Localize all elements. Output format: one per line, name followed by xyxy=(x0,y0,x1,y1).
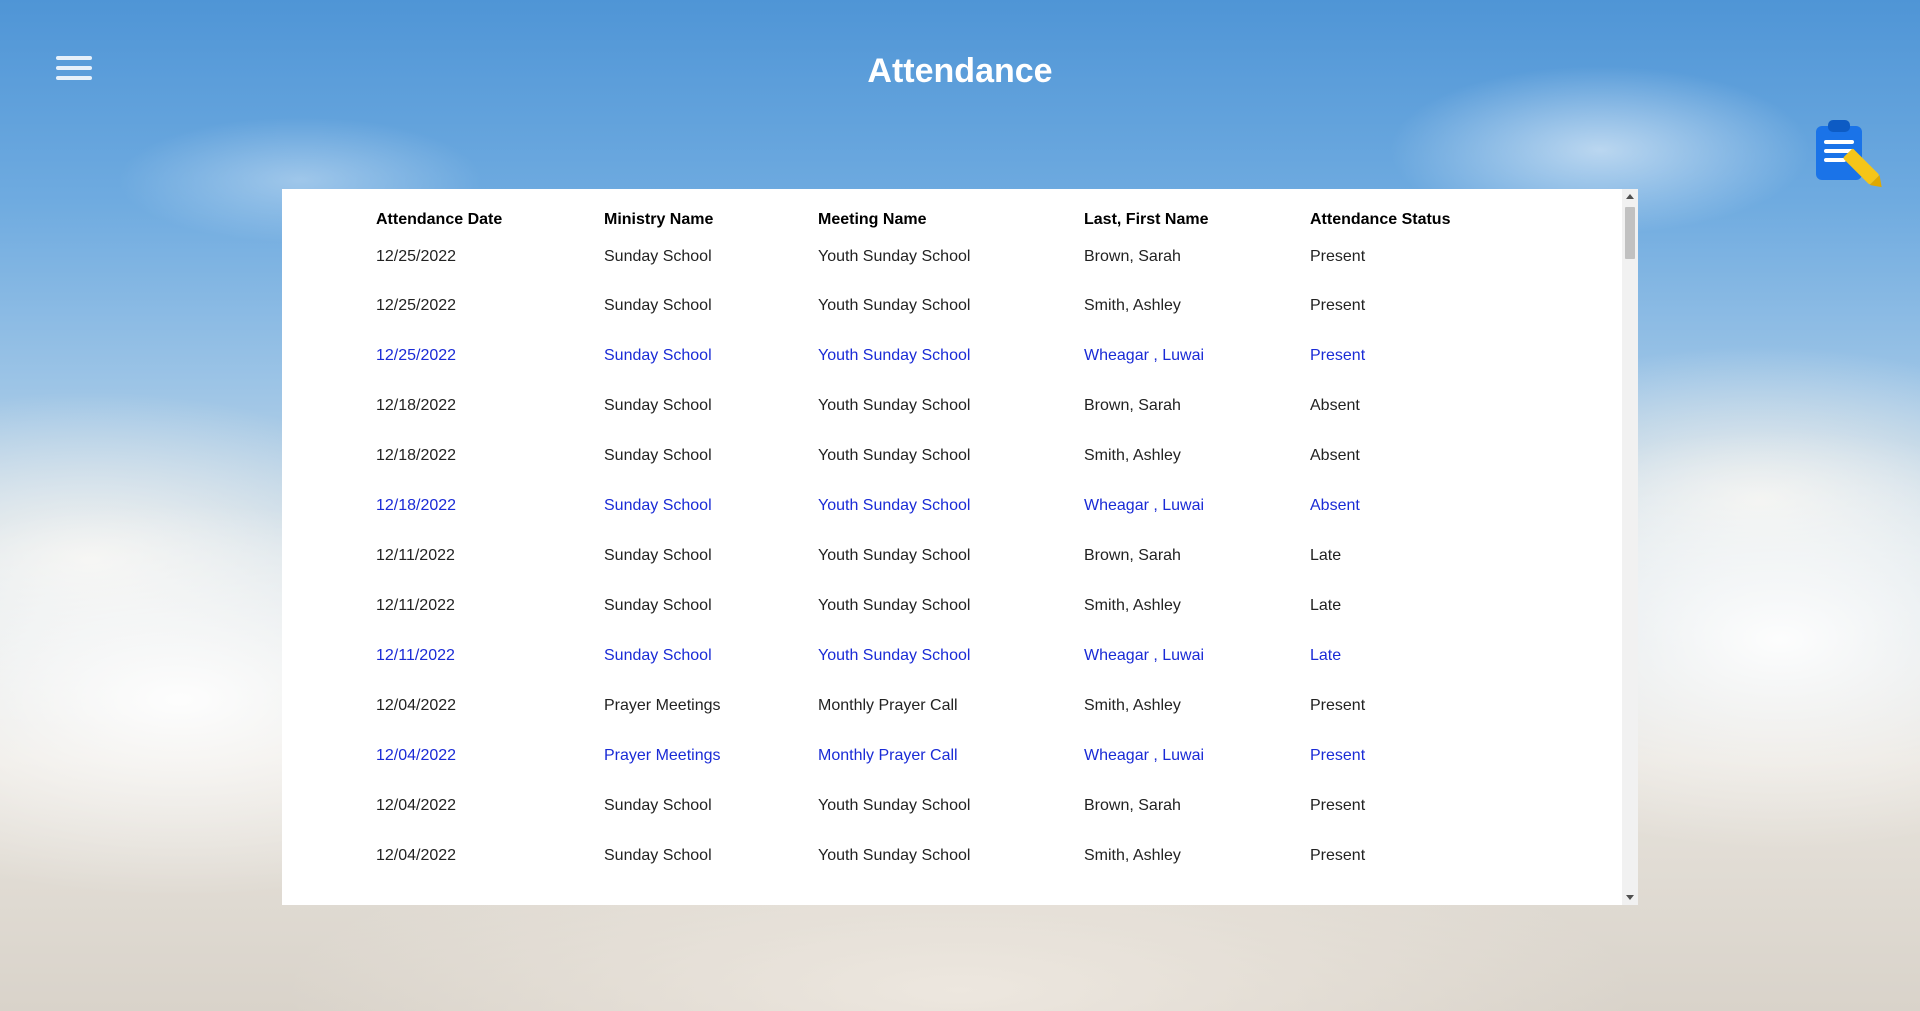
column-header-attendance-date[interactable]: Attendance Date xyxy=(376,211,503,228)
cell-meeting-name: Youth Sunday School xyxy=(818,248,971,265)
cell-attendance-date: 12/04/2022 xyxy=(376,697,457,714)
cell-attendance-status: Present xyxy=(1310,697,1366,714)
column-header-last-first-name[interactable]: Last, First Name xyxy=(1084,211,1209,228)
scroll-down-arrow-icon[interactable] xyxy=(1626,895,1634,900)
cell-attendance-date: 12/11/2022 xyxy=(376,647,455,664)
clipboard-edit-icon xyxy=(1812,116,1884,188)
scrollbar-thumb[interactable] xyxy=(1625,207,1635,259)
cell-attendance-status: Late xyxy=(1310,647,1342,664)
cell-attendance-status: Present xyxy=(1310,747,1366,764)
table-row[interactable] xyxy=(376,233,1510,281)
cell-last-first-name: Wheagar , Luwai xyxy=(1084,747,1205,764)
cell-attendance-date: 12/25/2022 xyxy=(376,347,457,364)
cell-ministry-name: Sunday School xyxy=(604,447,712,464)
cell-attendance-status: Late xyxy=(1310,547,1342,564)
cell-last-first-name: Brown, Sarah xyxy=(1084,797,1181,814)
table-row[interactable] xyxy=(376,381,1510,431)
cell-attendance-status: Absent xyxy=(1310,397,1360,414)
cell-attendance-status: Absent xyxy=(1310,497,1360,514)
cell-meeting-name: Monthly Prayer Call xyxy=(818,747,958,764)
cell-meeting-name: Youth Sunday School xyxy=(818,497,971,514)
cell-last-first-name: Smith, Ashley xyxy=(1084,447,1181,464)
cell-meeting-name: Monthly Prayer Call xyxy=(818,697,958,714)
table-row[interactable] xyxy=(376,781,1510,831)
table-scrollbar[interactable] xyxy=(1622,189,1638,905)
cell-last-first-name: Smith, Ashley xyxy=(1084,297,1181,314)
cell-attendance-date: 12/11/2022 xyxy=(376,597,455,614)
cell-last-first-name: Brown, Sarah xyxy=(1084,547,1181,564)
table-row[interactable] xyxy=(376,431,1510,481)
table-row[interactable] xyxy=(376,831,1510,881)
cell-last-first-name: Wheagar , Luwai xyxy=(1084,647,1205,664)
cell-ministry-name: Prayer Meetings xyxy=(604,747,721,764)
cell-ministry-name: Sunday School xyxy=(604,397,712,414)
cell-attendance-date: 12/11/2022 xyxy=(376,547,455,564)
cell-last-first-name: Wheagar , Luwai xyxy=(1084,497,1205,514)
page-title: Attendance xyxy=(867,52,1053,90)
table-row[interactable] xyxy=(376,681,1510,731)
column-header-attendance-status[interactable]: Attendance Status xyxy=(1310,211,1451,228)
cell-meeting-name: Youth Sunday School xyxy=(818,547,971,564)
cell-ministry-name: Sunday School xyxy=(604,797,712,814)
cell-last-first-name: Smith, Ashley xyxy=(1084,847,1181,864)
cell-ministry-name: Sunday School xyxy=(604,547,712,564)
cell-attendance-date: 12/04/2022 xyxy=(376,747,457,764)
cell-attendance-date: 12/04/2022 xyxy=(376,797,457,814)
cell-attendance-status: Late xyxy=(1310,597,1342,614)
cell-meeting-name: Youth Sunday School xyxy=(818,297,971,314)
cell-attendance-status: Present xyxy=(1310,797,1366,814)
attendance-table-panel xyxy=(282,189,1638,905)
cell-ministry-name: Sunday School xyxy=(604,497,712,514)
cell-attendance-status: Present xyxy=(1310,248,1366,265)
cell-attendance-status: Present xyxy=(1310,847,1366,864)
table-row[interactable] xyxy=(376,331,1510,381)
cell-attendance-status: Present xyxy=(1310,347,1366,364)
cell-meeting-name: Youth Sunday School xyxy=(818,847,971,864)
table-row[interactable] xyxy=(376,281,1510,331)
table-row[interactable] xyxy=(376,581,1510,631)
table-row[interactable] xyxy=(376,631,1510,681)
table-header-row xyxy=(376,207,1510,233)
attendance-table-scroll-area xyxy=(282,189,1622,905)
table-row[interactable] xyxy=(376,731,1510,781)
table-row[interactable] xyxy=(376,481,1510,531)
cell-last-first-name: Brown, Sarah xyxy=(1084,397,1181,414)
cell-ministry-name: Sunday School xyxy=(604,847,712,864)
cell-ministry-name: Sunday School xyxy=(604,647,712,664)
cell-last-first-name: Smith, Ashley xyxy=(1084,597,1181,614)
cell-ministry-name: Sunday School xyxy=(604,597,712,614)
cell-attendance-date: 12/25/2022 xyxy=(376,297,457,314)
cell-last-first-name: Smith, Ashley xyxy=(1084,697,1181,714)
column-header-meeting-name[interactable]: Meeting Name xyxy=(818,211,927,228)
cell-attendance-date: 12/18/2022 xyxy=(376,497,457,514)
cell-ministry-name: Sunday School xyxy=(604,347,712,364)
cell-ministry-name: Sunday School xyxy=(604,248,712,265)
scroll-up-arrow-icon[interactable] xyxy=(1626,194,1634,199)
column-header-ministry-name[interactable]: Ministry Name xyxy=(604,211,714,228)
take-attendance-button[interactable] xyxy=(1812,116,1884,188)
cell-attendance-date: 12/25/2022 xyxy=(376,248,457,265)
cell-attendance-date: 12/18/2022 xyxy=(376,447,457,464)
cell-meeting-name: Youth Sunday School xyxy=(818,447,971,464)
cell-meeting-name: Youth Sunday School xyxy=(818,397,971,414)
cell-meeting-name: Youth Sunday School xyxy=(818,647,971,664)
cell-meeting-name: Youth Sunday School xyxy=(818,797,971,814)
cell-attendance-status: Absent xyxy=(1310,447,1360,464)
attendance-table xyxy=(376,207,1510,881)
cell-attendance-date: 12/18/2022 xyxy=(376,397,457,414)
cell-attendance-status: Present xyxy=(1310,297,1366,314)
table-row[interactable] xyxy=(376,531,1510,581)
cell-meeting-name: Youth Sunday School xyxy=(818,347,971,364)
cell-meeting-name: Youth Sunday School xyxy=(818,597,971,614)
cell-last-first-name: Brown, Sarah xyxy=(1084,248,1181,265)
cell-ministry-name: Prayer Meetings xyxy=(604,697,721,714)
cell-attendance-date: 12/04/2022 xyxy=(376,847,457,864)
cell-last-first-name: Wheagar , Luwai xyxy=(1084,347,1205,364)
cell-ministry-name: Sunday School xyxy=(604,297,712,314)
